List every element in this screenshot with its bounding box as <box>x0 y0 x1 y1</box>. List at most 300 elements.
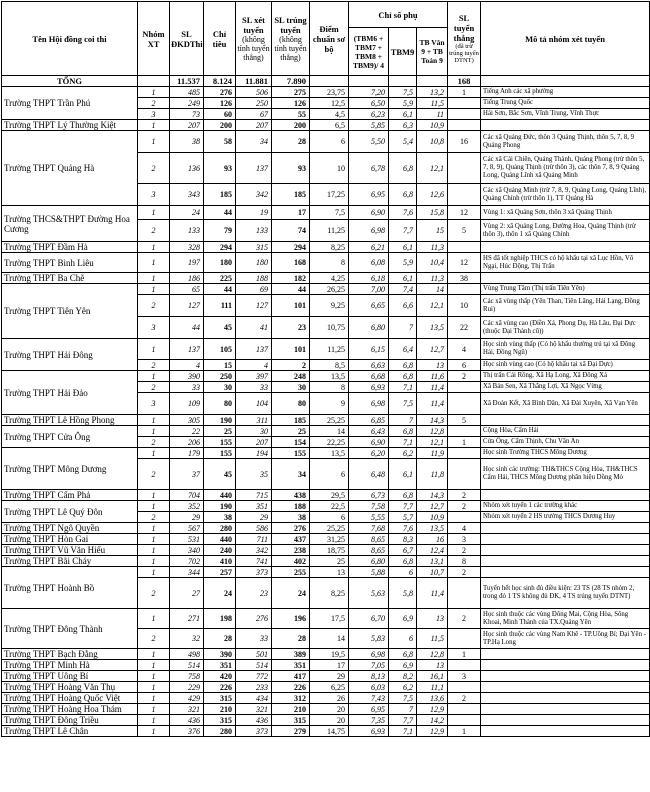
cutoff-cell: 9,25 <box>310 295 349 317</box>
direct-cell: 2 <box>448 693 481 704</box>
tbm-avg-cell: 7,20 <box>349 87 389 98</box>
cutoff-cell: 12,5 <box>310 98 349 109</box>
passed-cell: 154 <box>272 437 310 448</box>
description-cell: Nhóm xét tuyển 1 các trường khác <box>481 501 650 512</box>
lit-math-cell: 13,6 <box>417 693 448 704</box>
cutoff-cell: 10 <box>310 153 349 184</box>
quota-cell: 440 <box>204 490 236 501</box>
direct-cell: 6 <box>448 360 481 371</box>
passed-cell: 23 <box>272 317 310 339</box>
quota-cell: 79 <box>204 220 236 242</box>
school-name: Trường THPT Uông Bí <box>2 671 138 682</box>
description-cell <box>481 567 650 578</box>
direct-cell <box>448 512 481 523</box>
registered-cell: 197 <box>170 253 204 273</box>
tbm-avg-cell: 6,90 <box>349 206 389 220</box>
cutoff-cell: 17,5 <box>310 609 349 629</box>
direct-cell <box>448 184 481 206</box>
registered-cell: 37 <box>170 459 204 490</box>
tbm-avg-cell: 6,15 <box>349 339 389 360</box>
description-cell <box>481 556 650 567</box>
lit-math-cell: 13,1 <box>417 556 448 567</box>
passed-cell: 101 <box>272 339 310 360</box>
considered-cell: 711 <box>236 534 272 545</box>
table-row <box>2 131 650 153</box>
tbm-avg-cell: 6,98 <box>349 649 389 660</box>
quota-cell: 250 <box>204 371 236 382</box>
considered-cell: 311 <box>236 415 272 426</box>
lit-math-cell: 12,9 <box>417 726 448 737</box>
quota-cell: 111 <box>204 295 236 317</box>
quota-cell: 440 <box>204 534 236 545</box>
registered-cell: 179 <box>170 448 204 459</box>
group-cell: 1 <box>138 490 170 501</box>
registered-cell: 33 <box>170 382 204 393</box>
quota-cell: 210 <box>204 704 236 715</box>
tbm-avg-cell: 7,35 <box>349 715 389 726</box>
cutoff-cell: 13,5 <box>310 448 349 459</box>
tbm9-cell: 5,4 <box>389 131 417 153</box>
total-tbm <box>349 76 389 87</box>
direct-cell: 1 <box>448 726 481 737</box>
tbm-avg-cell: 6,63 <box>349 360 389 371</box>
total-direct: 168 <box>448 76 481 87</box>
table-row <box>2 490 650 501</box>
considered-cell: 207 <box>236 120 272 131</box>
considered-cell: 4 <box>236 360 272 371</box>
group-cell: 1 <box>138 242 170 253</box>
group-cell: 3 <box>138 393 170 415</box>
cutoff-cell: 22,25 <box>310 437 349 448</box>
quota-cell: 45 <box>204 459 236 490</box>
school-name: Trường THPT Bình Liêu <box>2 253 138 273</box>
tbm9-cell: 7,5 <box>389 393 417 415</box>
lit-math-cell: 13 <box>417 660 448 671</box>
tbm9-cell: 6,1 <box>389 459 417 490</box>
direct-cell: 4 <box>448 523 481 534</box>
description-cell: Xã Bản Sen, Xã Thắng Lợi, Xã Ngọc Vừng <box>481 382 650 393</box>
school-name: Trường THPT Lê Hồng Phong <box>2 415 138 426</box>
lit-math-cell: 12,8 <box>417 649 448 660</box>
description-cell: Vùng Trung Tâm (Thị trấn Tiên Yên) <box>481 284 650 295</box>
direct-cell: 22 <box>448 317 481 339</box>
group-cell: 1 <box>138 371 170 382</box>
group-cell: 1 <box>138 649 170 660</box>
table-row <box>2 339 650 360</box>
description-cell <box>481 523 650 534</box>
table-row <box>2 556 650 567</box>
tbm9-cell: 6,3 <box>389 120 417 131</box>
description-cell: Học sinh Trường THCS Mông Dương <box>481 448 650 459</box>
tbm-avg-cell: 8,13 <box>349 671 389 682</box>
tbm-avg-cell: 6,85 <box>349 415 389 426</box>
tbm-avg-cell: 6,93 <box>349 382 389 393</box>
considered-cell: 33 <box>236 382 272 393</box>
quota-cell: 351 <box>204 660 236 671</box>
quota-cell: 294 <box>204 242 236 253</box>
total-description <box>481 76 650 87</box>
passed-cell: 28 <box>272 629 310 649</box>
group-cell: 1 <box>138 523 170 534</box>
tbm-avg-cell: 5,55 <box>349 512 389 523</box>
passed-cell: 25 <box>272 426 310 437</box>
description-cell: Các xã Quảng Minh (trừ 7, 8, 9, Quảng Long, Quảng Lĩnh), Quảng Chính (trừ thôn 1), TT Quảng Hà <box>481 184 650 206</box>
lit-math-cell: 12,7 <box>417 339 448 360</box>
tbm9-cell: 6,9 <box>389 660 417 671</box>
school-name: Trường THCS&THPT Đường Hoa Cương <box>2 206 138 242</box>
school-name: Trường THPT Minh Hà <box>2 660 138 671</box>
tbm9-cell: 6,2 <box>389 448 417 459</box>
school-name: Trường THPT Lê Chân <box>2 726 138 737</box>
considered-cell: 741 <box>236 556 272 567</box>
passed-cell: 294 <box>272 242 310 253</box>
direct-cell: 38 <box>448 273 481 284</box>
group-cell: 2 <box>138 98 170 109</box>
passed-cell: 312 <box>272 693 310 704</box>
group-cell: 1 <box>138 726 170 737</box>
school-name: Trường THPT Hải Đông <box>2 339 138 371</box>
table-row <box>2 567 650 578</box>
considered-cell: 436 <box>236 715 272 726</box>
registered-cell: 65 <box>170 284 204 295</box>
direct-cell <box>448 393 481 415</box>
cutoff-cell: 10,75 <box>310 317 349 339</box>
considered-cell: 19 <box>236 206 272 220</box>
group-cell: 2 <box>138 578 170 609</box>
tbm9-cell: 8,2 <box>389 671 417 682</box>
tbm-avg-cell: 6,23 <box>349 109 389 120</box>
tbm-avg-cell: 5,85 <box>349 120 389 131</box>
tbm-avg-cell: 5,63 <box>349 578 389 609</box>
quota-cell: 198 <box>204 609 236 629</box>
lit-math-cell: 13,5 <box>417 317 448 339</box>
passed-cell: 351 <box>272 660 310 671</box>
table-row <box>2 501 650 512</box>
lit-math-cell: 14 <box>417 284 448 295</box>
passed-cell: 276 <box>272 523 310 534</box>
quota-cell: 410 <box>204 556 236 567</box>
direct-cell <box>448 120 481 131</box>
tbm9-cell: 6,2 <box>389 682 417 693</box>
registered-cell: 328 <box>170 242 204 253</box>
admission-table <box>1 1 650 737</box>
passed-cell: 248 <box>272 371 310 382</box>
school-name: Trường THPT Lý Thường Kiệt <box>2 120 138 131</box>
description-cell <box>481 534 650 545</box>
considered-cell: 137 <box>236 153 272 184</box>
total-cutoff <box>310 76 349 87</box>
quota-cell: 30 <box>204 382 236 393</box>
tbm9-cell: 5,7 <box>389 512 417 523</box>
group-cell: 1 <box>138 339 170 360</box>
header-tbm9: TBM9 <box>389 28 417 76</box>
group-cell: 1 <box>138 426 170 437</box>
cutoff-cell: 26 <box>310 693 349 704</box>
table-row <box>2 726 650 737</box>
school-name: Trường THPT Đông Thành <box>2 609 138 649</box>
considered-cell: 250 <box>236 98 272 109</box>
tbm-avg-cell: 6,95 <box>349 704 389 715</box>
header-description: Mô tả nhóm xét tuyển <box>481 2 650 76</box>
considered-cell: 207 <box>236 437 272 448</box>
direct-cell: 5 <box>448 415 481 426</box>
description-cell: Cộng Hòa, Cẩm Hải <box>481 426 650 437</box>
header-tbm-avg: (TBM6 + TBM7 + TBM8 + TBM9)/ 4 <box>349 28 389 76</box>
lit-math-cell: 11,4 <box>417 382 448 393</box>
registered-cell: 321 <box>170 704 204 715</box>
registered-cell: 436 <box>170 715 204 726</box>
registered-cell: 249 <box>170 98 204 109</box>
cutoff-cell: 18,75 <box>310 545 349 556</box>
tbm9-cell: 7,1 <box>389 382 417 393</box>
quota-cell: 155 <box>204 448 236 459</box>
description-cell <box>481 120 650 131</box>
direct-cell <box>448 382 481 393</box>
passed-cell: 188 <box>272 501 310 512</box>
group-cell: 2 <box>138 382 170 393</box>
school-name: Trường THPT Hòn Gai <box>2 534 138 545</box>
considered-cell: 342 <box>236 545 272 556</box>
considered-cell: 514 <box>236 660 272 671</box>
school-name: Trường THPT Bãi Cháy <box>2 556 138 567</box>
passed-cell: 226 <box>272 682 310 693</box>
school-name: Trường THPT Tiên Yên <box>2 284 138 339</box>
registered-cell: 29 <box>170 512 204 523</box>
tbm9-cell: 7 <box>389 704 417 715</box>
header-group: Nhóm XT <box>138 2 170 76</box>
direct-cell: 5 <box>448 220 481 242</box>
header-cutoff: Điểm chuẩn sơ bộ <box>310 2 349 76</box>
considered-cell: 67 <box>236 109 272 120</box>
group-cell: 2 <box>138 153 170 184</box>
registered-cell: 514 <box>170 660 204 671</box>
quota-cell: 225 <box>204 273 236 284</box>
table-row <box>2 523 650 534</box>
cutoff-cell: 25,25 <box>310 523 349 534</box>
lit-math-cell: 11,3 <box>417 273 448 284</box>
tbm9-cell: 7 <box>389 415 417 426</box>
quota-cell: 185 <box>204 184 236 206</box>
header-considered-note: (không tính tuyển thẳng) <box>237 35 270 62</box>
quota-cell: 24 <box>204 578 236 609</box>
quota-cell: 190 <box>204 501 236 512</box>
passed-cell: 80 <box>272 393 310 415</box>
table-body <box>2 76 650 737</box>
tbm-avg-cell: 6,68 <box>349 371 389 382</box>
tbm-avg-cell: 6,93 <box>349 726 389 737</box>
considered-cell: 373 <box>236 567 272 578</box>
tbm-avg-cell: 6,48 <box>349 459 389 490</box>
lit-math-cell: 11,5 <box>417 98 448 109</box>
considered-cell: 30 <box>236 426 272 437</box>
description-cell: Các xã vùng thấp (Yên Than, Tiên Lãng, Hải Lạng, Đồng Rui) <box>481 295 650 317</box>
passed-cell: 126 <box>272 98 310 109</box>
total-registered: 11.537 <box>170 76 204 87</box>
considered-cell: 715 <box>236 490 272 501</box>
lit-math-cell: 11,4 <box>417 393 448 415</box>
group-cell: 1 <box>138 671 170 682</box>
table-row <box>2 242 650 253</box>
direct-cell <box>448 98 481 109</box>
header-indices-group: Chỉ số phụ <box>349 2 448 28</box>
quota-cell: 93 <box>204 153 236 184</box>
registered-cell: 136 <box>170 153 204 184</box>
tbm9-cell: 7,4 <box>389 284 417 295</box>
tbm-avg-cell: 6,65 <box>349 295 389 317</box>
group-cell: 1 <box>138 682 170 693</box>
quota-cell: 38 <box>204 512 236 523</box>
lit-math-cell: 10,7 <box>417 567 448 578</box>
school-name: Trường THPT Bạch Đằng <box>2 649 138 660</box>
quota-cell: 25 <box>204 426 236 437</box>
lit-math-cell: 10,9 <box>417 120 448 131</box>
group-cell: 1 <box>138 253 170 273</box>
lit-math-cell: 11 <box>417 109 448 120</box>
description-cell: Vùng 2: xã Quảng Long, Đường Hoa, Quảng Thịnh (trừ thôn 3), thôn 1 xã Quảng Chính <box>481 220 650 242</box>
direct-cell: 16 <box>448 131 481 153</box>
registered-cell: 531 <box>170 534 204 545</box>
tbm9-cell: 6,1 <box>389 273 417 284</box>
group-cell: 1 <box>138 131 170 153</box>
registered-cell: 44 <box>170 317 204 339</box>
group-cell: 1 <box>138 545 170 556</box>
lit-math-cell: 12,6 <box>417 184 448 206</box>
group-cell: 2 <box>138 459 170 490</box>
lit-math-cell: 13,2 <box>417 87 448 98</box>
passed-cell: 74 <box>272 220 310 242</box>
description-cell: Cửa Ông, Cẩm Thịnh, Chu Văn An <box>481 437 650 448</box>
tbm-avg-cell: 8,65 <box>349 545 389 556</box>
cutoff-cell: 19,5 <box>310 649 349 660</box>
tbm9-cell: 7,6 <box>389 206 417 220</box>
quota-cell: 58 <box>204 131 236 153</box>
description-cell: Học sinh vùng thấp (Có hộ khẩu thường trú tại xã Đông Hải, Đồng Ngũ) <box>481 339 650 360</box>
registered-cell: 343 <box>170 184 204 206</box>
direct-cell <box>448 629 481 649</box>
passed-cell: 93 <box>272 153 310 184</box>
lit-math-cell: 13 <box>417 609 448 629</box>
passed-cell: 34 <box>272 459 310 490</box>
group-cell: 1 <box>138 660 170 671</box>
quota-cell: 315 <box>204 693 236 704</box>
direct-cell: 12 <box>448 206 481 220</box>
description-cell: Học sinh các trường: TH&THCS Cộng Hòa, TH&THCS Cẩm Hải, THCS Mông Dương phân hiệu Dồng Mỏ <box>481 459 650 490</box>
direct-cell: 2 <box>448 490 481 501</box>
registered-cell: 109 <box>170 393 204 415</box>
registered-cell: 186 <box>170 273 204 284</box>
cutoff-cell: 6 <box>310 131 349 153</box>
passed-cell: 255 <box>272 567 310 578</box>
cutoff-cell: 14,75 <box>310 726 349 737</box>
passed-cell: 24 <box>272 578 310 609</box>
cutoff-cell: 9 <box>310 393 349 415</box>
passed-cell: 196 <box>272 609 310 629</box>
description-cell: Học sinh thuộc các vùng Đông Mai, Cộng Hòa, Sông Khoai, Minh Thành của TX.Quảng Yên <box>481 609 650 629</box>
passed-cell: 185 <box>272 184 310 206</box>
description-cell <box>481 715 650 726</box>
quota-cell: 28 <box>204 629 236 649</box>
lit-math-cell: 12,1 <box>417 295 448 317</box>
cutoff-cell: 20 <box>310 704 349 715</box>
table-row <box>2 704 650 715</box>
header-considered-label: SL xét tuyển <box>242 15 265 35</box>
direct-cell: 3 <box>448 534 481 545</box>
considered-cell: 133 <box>236 220 272 242</box>
cutoff-cell: 31,25 <box>310 534 349 545</box>
passed-cell: 185 <box>272 415 310 426</box>
description-cell: Hải Sơn, Bắc Sơn, Vĩnh Trung, Vĩnh Thực <box>481 109 650 120</box>
quota-cell: 420 <box>204 671 236 682</box>
description-cell <box>481 660 650 671</box>
group-cell: 2 <box>138 629 170 649</box>
header-passed <box>272 2 310 76</box>
considered-cell: 351 <box>236 501 272 512</box>
tbm-avg-cell: 6,78 <box>349 153 389 184</box>
cutoff-cell: 29 <box>310 671 349 682</box>
tbm-avg-cell: 6,03 <box>349 682 389 693</box>
cutoff-cell: 6,25 <box>310 682 349 693</box>
total-label: TỔNG <box>2 76 138 87</box>
table-row <box>2 253 650 273</box>
tbm9-cell: 6,1 <box>389 109 417 120</box>
cutoff-cell: 29,5 <box>310 490 349 501</box>
cutoff-cell: 17,25 <box>310 184 349 206</box>
tbm-avg-cell: 7,58 <box>349 501 389 512</box>
lit-math-cell: 12,9 <box>417 704 448 715</box>
tbm9-cell: 7,5 <box>389 693 417 704</box>
registered-cell: 758 <box>170 671 204 682</box>
tbm9-cell: 7,1 <box>389 437 417 448</box>
considered-cell: 373 <box>236 726 272 737</box>
tbm9-cell: 6,8 <box>389 184 417 206</box>
table-row <box>2 87 650 98</box>
passed-cell: 210 <box>272 704 310 715</box>
passed-cell: 44 <box>272 284 310 295</box>
passed-cell: 55 <box>272 109 310 120</box>
cutoff-cell: 22,5 <box>310 501 349 512</box>
lit-math-cell: 14,3 <box>417 415 448 426</box>
description-cell: Các xã vùng cao (Điền Xá, Phong Dụ, Hà Lâu, Đại Dực (thuộc Đại Thành cũ)) <box>481 317 650 339</box>
tbm-avg-cell: 6,18 <box>349 273 389 284</box>
cutoff-cell: 23,75 <box>310 87 349 98</box>
tbm-avg-cell: 7,00 <box>349 284 389 295</box>
total-group <box>138 76 170 87</box>
cutoff-cell: 26,25 <box>310 284 349 295</box>
direct-cell <box>448 448 481 459</box>
lit-math-cell: 12,8 <box>417 426 448 437</box>
lit-math-cell: 11,1 <box>417 682 448 693</box>
group-cell: 2 <box>138 220 170 242</box>
passed-cell: 182 <box>272 273 310 284</box>
group-cell: 2 <box>138 512 170 523</box>
passed-cell: 275 <box>272 87 310 98</box>
registered-cell: 73 <box>170 109 204 120</box>
tbm9-cell: 5,8 <box>389 578 417 609</box>
considered-cell: 397 <box>236 371 272 382</box>
considered-cell: 23 <box>236 578 272 609</box>
considered-cell: 276 <box>236 609 272 629</box>
school-name: Trường THPT Lê Quý Đôn <box>2 501 138 523</box>
passed-cell: 279 <box>272 726 310 737</box>
tbm-avg-cell: 6,95 <box>349 184 389 206</box>
cutoff-cell: 6 <box>310 459 349 490</box>
considered-cell: 127 <box>236 295 272 317</box>
passed-cell: 315 <box>272 715 310 726</box>
tbm-avg-cell: 7,05 <box>349 660 389 671</box>
cutoff-cell: 8,5 <box>310 360 349 371</box>
registered-cell: 127 <box>170 295 204 317</box>
registered-cell: 32 <box>170 629 204 649</box>
